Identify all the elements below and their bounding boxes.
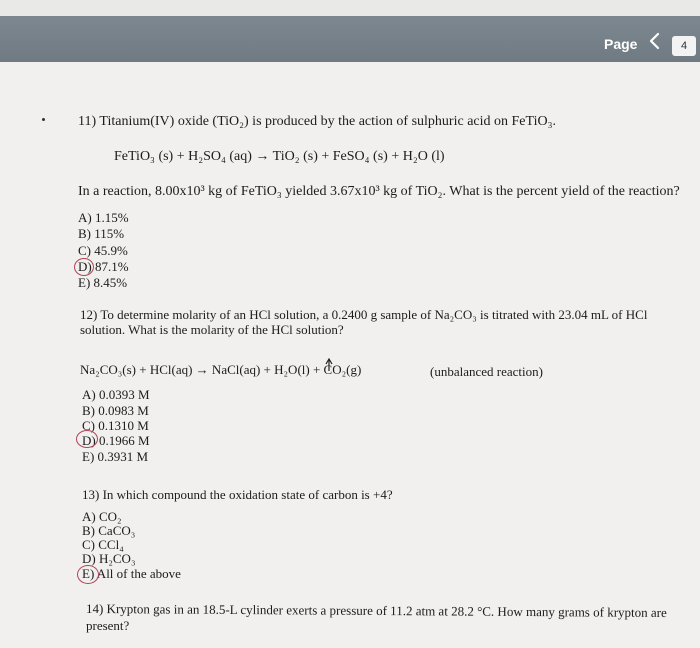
q13-option-e: E) All of the above: [82, 566, 181, 581]
q11-equation: FeTiO₃ (s) + H₂SO₄ (aq) → TiO₂ (s) + FeSO₄ (s) + H₂O (l): [114, 149, 445, 164]
q12-equation: Na₂CO₃(s) + HCl(aq) → NaCl(aq) + H₂O(l) + CO₂(g): [80, 362, 362, 377]
q12-option-b: B) 0.0983 M: [82, 403, 149, 418]
q11-option-c: C) 45.9%: [78, 243, 128, 258]
q12-option-d: D) 0.1966 M: [82, 433, 150, 448]
chevron-left-icon[interactable]: [648, 32, 662, 50]
q12-note: (unbalanced reaction): [430, 364, 543, 379]
q11-option-a: A) 1.15%: [78, 210, 129, 225]
viewer-toolbar: [0, 16, 700, 62]
handwritten-arrow-mark: [325, 358, 333, 372]
q13-stem: 13) In which compound the oxidation state of carbon is +4?: [82, 487, 393, 502]
page-number-badge[interactable]: 4: [672, 36, 696, 56]
q12-option-a: A) 0.0393 M: [82, 387, 150, 402]
q11-prompt: In a reaction, 8.00x10³ kg of FeTiO₃ yielded 3.67x10³ kg of TiO₂. What is the percent yield of the reaction?: [78, 184, 680, 199]
q12-option-e: E) 0.3931 M: [82, 449, 149, 464]
q11-option-e: E) 8.45%: [78, 275, 128, 290]
q14-stem-line2: present?: [86, 618, 130, 633]
q14-stem-line1: 14) Krypton gas in an 18.5-L cylinder exerts a pressure of 11.2 atm at 28.2 °C. How many grams of krypton are: [85, 600, 667, 621]
q11-option-d: D) 87.1%: [78, 259, 129, 274]
q13-option-d: D) H₂CO₃: [82, 551, 136, 566]
q11-option-b: B) 115%: [78, 226, 125, 241]
q12-stem-line2: solution. What is the molarity of the HCl solution?: [80, 322, 344, 337]
q11-stem: 11) Titanium(IV) oxide (TiO₂) is produced by the action of sulphuric acid on FeTiO₃.: [78, 114, 556, 129]
top-strip: [0, 0, 700, 16]
page-label: Page: [604, 36, 638, 52]
q13-option-c: C) CCl₄: [82, 537, 124, 552]
margin-dot: [42, 118, 45, 121]
q12-option-c: C) 0.1310 M: [82, 418, 149, 433]
q12-stem-line1: 12) To determine molarity of an HCl solution, a 0.2400 g sample of Na₂CO₃ is titrated with 23.04 mL of HCl: [80, 307, 648, 322]
q13-option-a: A) CO₂: [82, 509, 122, 524]
q13-option-b: B) CaCO₃: [82, 523, 136, 538]
